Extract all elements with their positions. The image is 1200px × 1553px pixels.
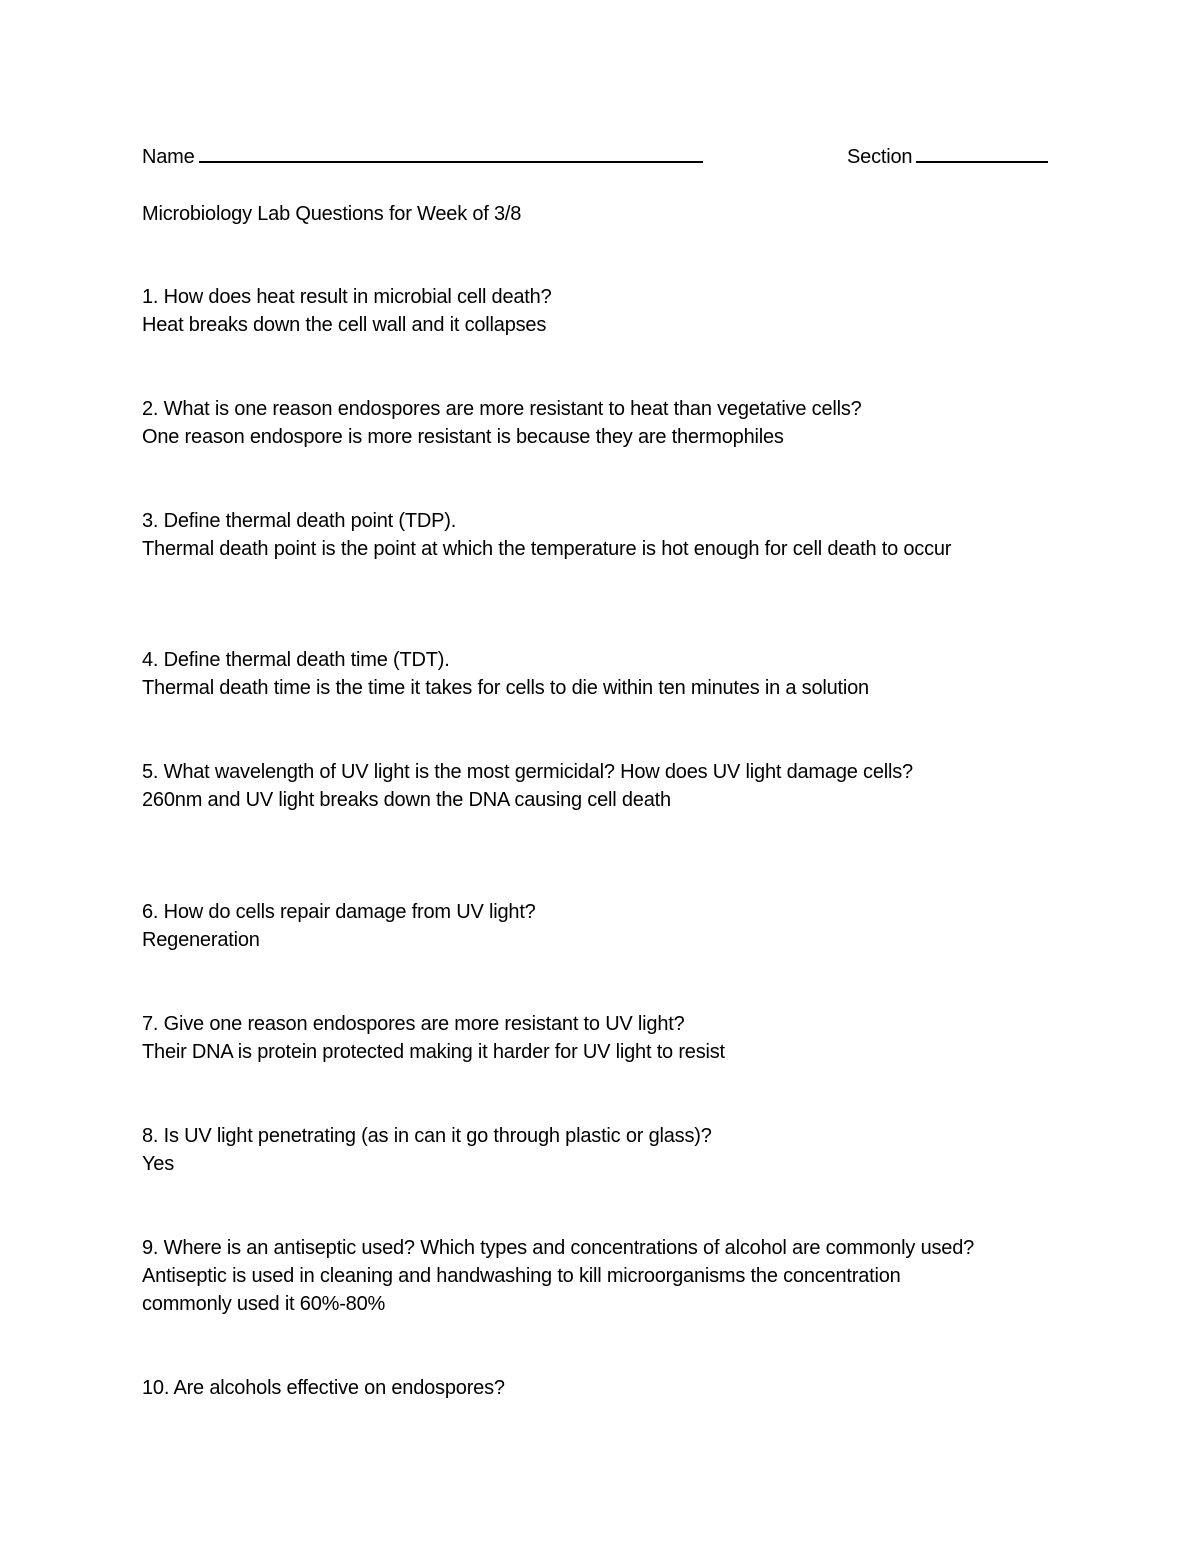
question-6: 6. How do cells repair damage from UV light? [142, 901, 536, 923]
answer-7: Their DNA is protein protected making it harder for UV light to resist [142, 1041, 725, 1063]
answer-6: Regeneration [142, 929, 260, 951]
question-5: 5. What wavelength of UV light is the most germicidal? How does UV light damage cells? [142, 761, 913, 783]
answer-9-line-1: Antiseptic is used in cleaning and handwashing to kill microorganisms the concentration [142, 1265, 901, 1287]
section-field [847, 143, 1048, 171]
answer-4: Thermal death time is the time it takes for cells to die within ten minutes in a solution [142, 677, 869, 699]
question-3: 3. Define thermal death point (TDP). [142, 510, 457, 532]
question-1: 1. How does heat result in microbial cell death? [142, 286, 552, 308]
question-10: 10. Are alcohols effective on endospores? [142, 1377, 505, 1399]
page-title: Microbiology Lab Questions for Week of 3/8 [142, 203, 522, 225]
name-field [142, 143, 703, 171]
question-2: 2. What is one reason endospores are more resistant to heat than vegetative cells? [142, 398, 862, 420]
question-4: 4. Define thermal death time (TDT). [142, 649, 450, 671]
answer-8: Yes [142, 1153, 175, 1175]
answer-5: 260nm and UV light breaks down the DNA causing cell death [142, 789, 671, 811]
answer-3: Thermal death point is the point at which the temperature is hot enough for cell death to occur [142, 538, 952, 560]
name-label: Name [142, 146, 195, 168]
question-8: 8. Is UV light penetrating (as in can it go through plastic or glass)? [142, 1125, 712, 1147]
section-blank-line [916, 143, 1048, 163]
answer-1: Heat breaks down the cell wall and it collapses [142, 314, 547, 336]
question-7: 7. Give one reason endospores are more resistant to UV light? [142, 1013, 685, 1035]
answer-9-line-2: commonly used it 60%-80% [142, 1293, 386, 1315]
question-9: 9. Where is an antiseptic used? Which types and concentrations of alcohol are commonly used? [142, 1237, 975, 1259]
name-blank-line [199, 143, 703, 163]
answer-2: One reason endospore is more resistant is because they are thermophiles [142, 426, 784, 448]
section-label: Section [847, 146, 913, 168]
